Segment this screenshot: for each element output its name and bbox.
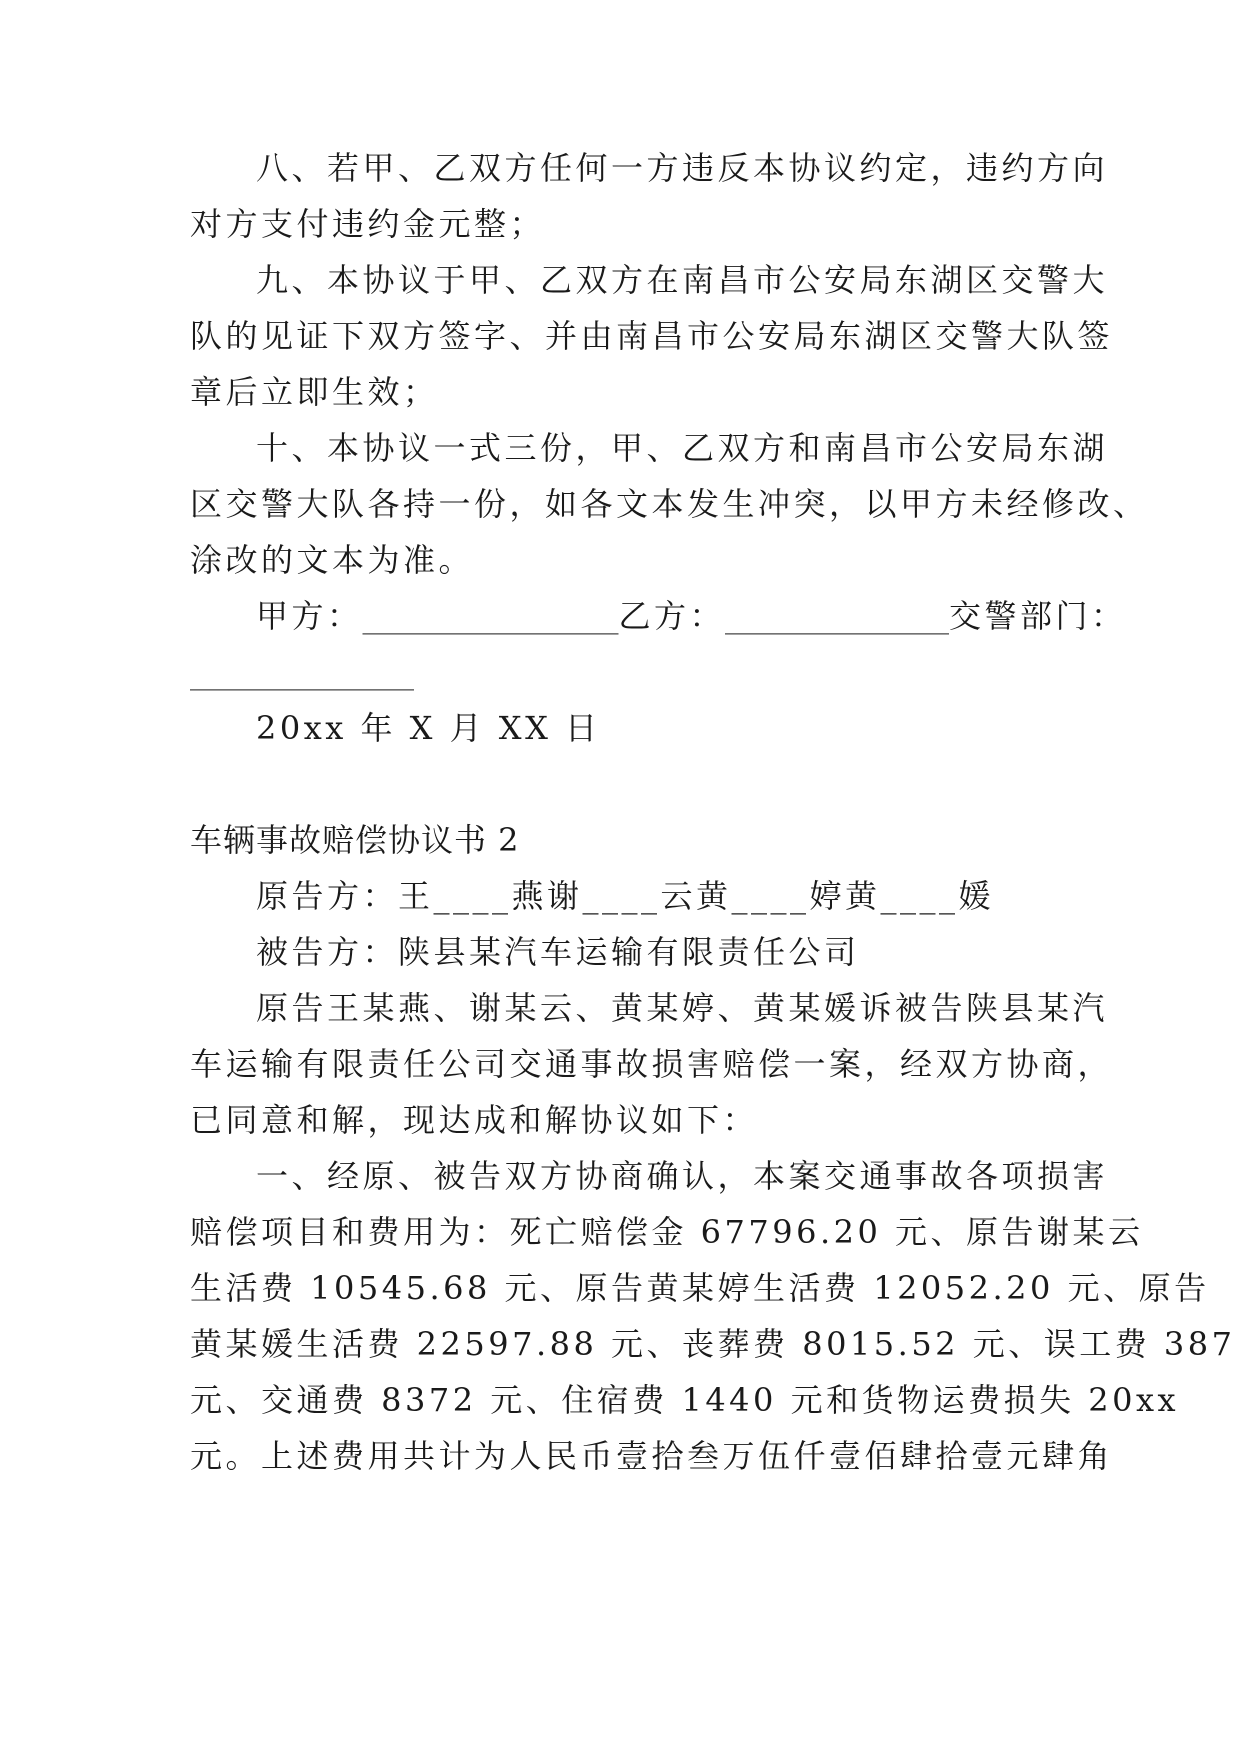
- agreement-2-title: 车辆事故赔偿协议书 2: [190, 821, 520, 859]
- party-b-label: 乙方：: [618, 597, 726, 635]
- police-label: 交警部门：: [949, 597, 1127, 635]
- intro-line-1: 原告王某燕、谢某云、黄某婷、黄某媛诉被告陕县某汽: [256, 989, 1109, 1027]
- section-10-line-2: 区交警大队各持一份，如各文本发生冲突，以甲方未经修改、: [190, 485, 1149, 523]
- item-1-line-3: 生活费 10545.68 元、原告黄某婷生活费 12052.20 元、原告: [190, 1269, 1210, 1307]
- plaintiffs-line: 原告方：王____燕谢____云黄____婷黄____媛: [256, 877, 995, 915]
- section-9-line-1: 九、本协议于甲、乙双方在南昌市公安局东湖区交警大: [256, 261, 1109, 299]
- section-9-line-3: 章后立即生效；: [190, 373, 439, 411]
- item-1-line-4: 黄某媛生活费 22597.88 元、丧葬费 8015.52 元、误工费 387: [190, 1325, 1236, 1363]
- signature-row: [256, 596, 1127, 636]
- item-1-line-1: 一、经原、被告双方协商确认，本案交通事故各项损害: [256, 1157, 1109, 1195]
- party-b-blank: ______________: [725, 597, 950, 635]
- section-8-line-1: 八、若甲、乙双方任何一方违反本协议约定，违约方向: [256, 149, 1109, 187]
- intro-line-3: 已同意和解，现达成和解协议如下：: [190, 1101, 759, 1139]
- section-10-line-3: 涂改的文本为准。: [190, 541, 475, 579]
- section-10-line-1: 十、本协议一式三份，甲、乙双方和南昌市公安局东湖: [256, 429, 1109, 467]
- item-1-line-5: 元、交通费 8372 元、住宿费 1440 元和货物运费损失 20xx: [190, 1381, 1180, 1419]
- date-line: 20xx 年 X 月 XX 日: [256, 709, 601, 747]
- intro-line-2: 车运输有限责任公司交通事故损害赔偿一案，经双方协商，: [190, 1045, 1114, 1083]
- party-a-label: 甲方：: [256, 597, 363, 635]
- item-1-line-6: 元。上述费用共计为人民币壹拾叁万伍仟壹佰肆拾壹元肆角: [190, 1437, 1114, 1475]
- item-1-line-2: 赔偿项目和费用为：死亡赔偿金 67796.20 元、原告谢某云: [190, 1213, 1144, 1251]
- party-a-blank: ________________: [362, 597, 619, 635]
- defendant-line: 被告方：陕县某汽车运输有限责任公司: [256, 933, 860, 971]
- section-8-line-2: 对方支付违约金元整；: [190, 205, 546, 243]
- police-blank: ______________: [190, 653, 414, 691]
- section-9-line-2: 队的见证下双方签字、并由南昌市公安局东湖区交警大队签: [190, 317, 1114, 355]
